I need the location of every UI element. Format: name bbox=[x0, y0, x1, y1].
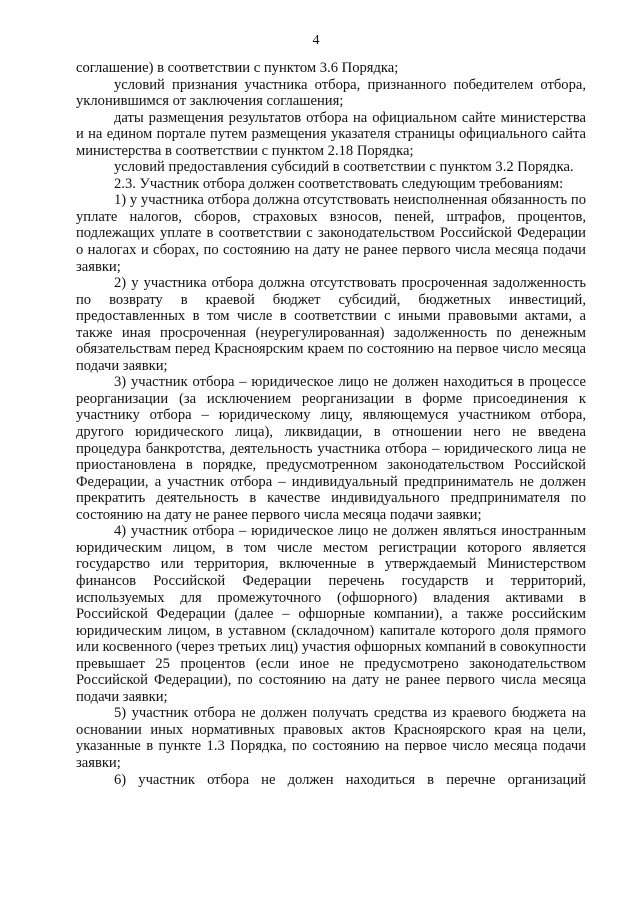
page-number: 4 bbox=[312, 33, 320, 48]
paragraph-requirement-6: 6) участник отбора не должен находиться в перечне организаций bbox=[114, 771, 586, 788]
paragraph-section-2-3: 2.3. Участник отбора должен соответствовать следующим требованиям: bbox=[114, 175, 564, 192]
paragraph-recognition-conditions: условий признания участника отбора, признанного победителем отбора, уклонившимся от заключения соглашения; bbox=[76, 76, 586, 110]
paragraph-requirement-4: 4) участник отбора – юридическое лицо не должен являться иностранным юридическим лицом, в том числе местом регистрации которого является государство или территория, включенные в утверждаемый Министерством финансов Российской Федерации перечень государств и территорий, используемых для промежуточного (офшорного) владения активами в Российской Федерации (далее – офшорные компании), а также российским юридическим лицом, в уставном (складочном) капитале которого доля прямого или косвенного (через третьих лиц) участия офшорных компаний в совокупности превышает 25 процентов (если иное не предусмотрено законодательством Российской Федерации), по состоянию на дату не ранее первого числа месяца подачи заявки; bbox=[76, 523, 586, 705]
paragraph-requirement-2: 2) у участника отбора должна отсутствовать просроченная задолженность по возврату в краевой бюджет субсидий, бюджетных инвестиций, предоставленных в том числе в соответствии с иными правовыми актами, а также иная просроченная (неурегулированная) задолженность по денежным обязательствам перед Красноярским краем по состоянию на первое число месяца подачи заявки; bbox=[76, 275, 586, 374]
paragraph-requirement-5: 5) участник отбора не должен получать средства из краевого бюджета на основании иных нормативных правовых актов Красноярского края на цели, указанные в пункте 1.3 Порядка, по состоянию на первое число месяца подачи заявки; bbox=[76, 705, 586, 771]
paragraph-requirement-3: 3) участник отбора – юридическое лицо не должен находиться в процессе реорганизации (за исключением реорганизации в форме присоединения к участнику отбора – юридическому лицу, являющемуся участником отбора, другого юридического лица), ликвидации, в отношении него не введена процедура банкротства, деятельность участника отбора – юридического лица не приостановлена в порядке, предусмотренном законодательством Российской Федерации, а участник отбора – индивидуальный предприниматель не должен прекратить деятельность в качестве индивидуального предпринимателя по состоянию на дату не ранее первого числа месяца подачи заявки; bbox=[76, 374, 586, 523]
paragraph-subsidy-conditions: условий предоставления субсидий в соответствии с пунктом 3.2 Порядка. bbox=[114, 159, 574, 176]
paragraph-requirement-1: 1) у участника отбора должна отсутствовать неисполненная обязанность по уплате налогов, сборов, страховых взносов, пеней, штрафов, процентов, подлежащих уплате в соответствии с законодательством Российской Федерации о налогах и сборах, по состоянию на дату не ранее первого числа месяца подачи заявки; bbox=[76, 192, 586, 275]
paragraph-continuation: соглашение) в соответствии с пунктом 3.6 Порядка; bbox=[76, 60, 399, 76]
paragraph-publication-date: даты размещения результатов отбора на официальном сайте министерства и на едином портале путем размещения указателя страницы официального сайта министерства в соответствии с пунктом 2.18 Порядка; bbox=[76, 109, 586, 159]
document-body bbox=[76, 60, 586, 788]
